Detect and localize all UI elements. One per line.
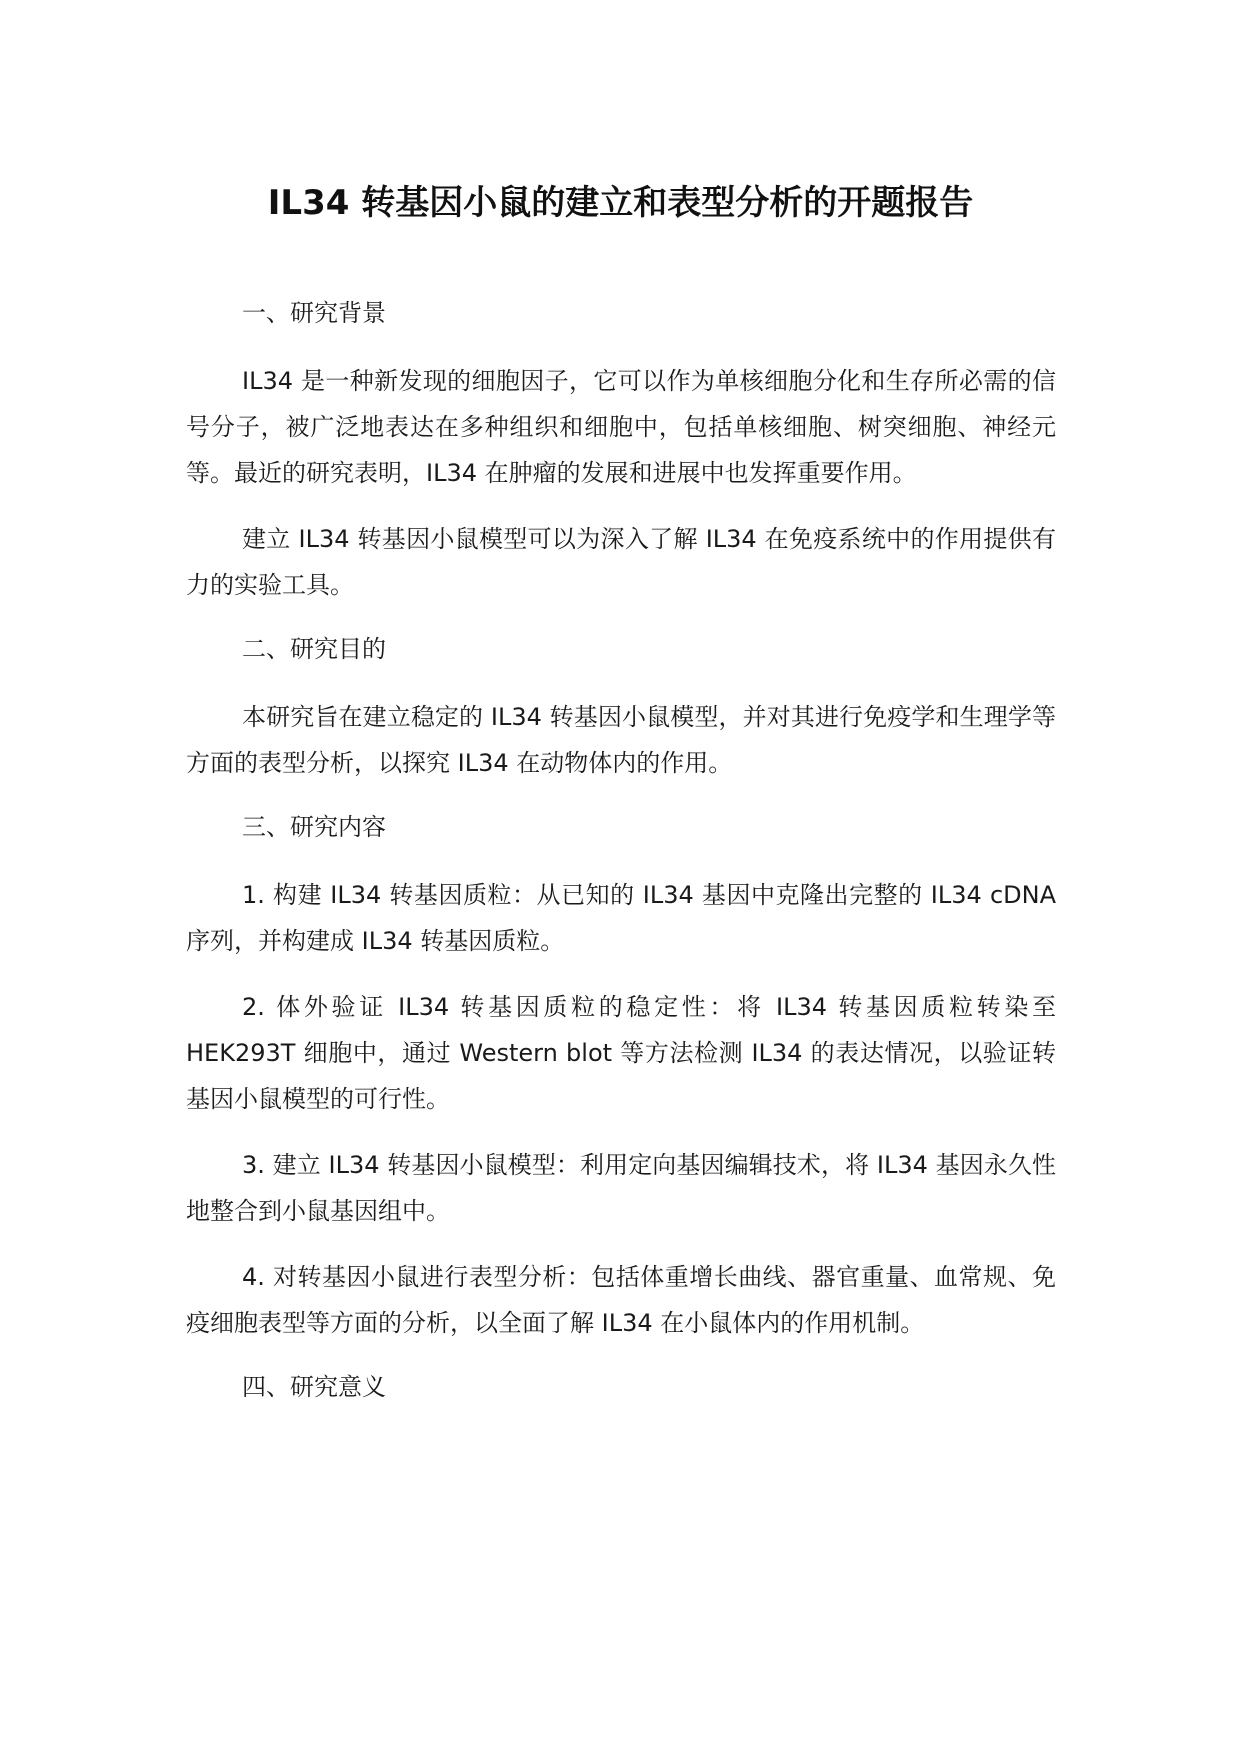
paragraph: IL34 是一种新发现的细胞因子，它可以作为单核细胞分化和生存所必需的信号分子，被广泛地表达在多种组织和细胞中，包括单核细胞、树突细胞、神经元等。最近的研究表明，IL34 在肿瘤的发展和进展中也发挥重要作用。 xyxy=(186,367,1056,487)
section-heading-content: 三、研究内容 xyxy=(242,813,386,841)
document-body xyxy=(186,292,1056,1432)
list-item: 2. 体外验证 IL34 转基因质粒的稳定性：将 IL34 转基因质粒转染至 HEK293T 细胞中，通过 Western blot 等方法检测 IL34 的表达情况，以验证转基因小鼠模型的可行性。 xyxy=(186,993,1056,1113)
paragraph: 本研究旨在建立稳定的 IL34 转基因小鼠模型，并对其进行免疫学和生理学等方面的表型分析，以探究 IL34 在动物体内的作用。 xyxy=(186,703,1056,777)
section-heading-background: 一、研究背景 xyxy=(242,299,386,327)
section-heading-significance: 四、研究意义 xyxy=(242,1373,386,1401)
paragraph: 建立 IL34 转基因小鼠模型可以为深入了解 IL34 在免疫系统中的作用提供有力的实验工具。 xyxy=(186,525,1056,599)
list-item: 4. 对转基因小鼠进行表型分析：包括体重增长曲线、器官重量、血常规、免疫细胞表型等方面的分析，以全面了解 IL34 在小鼠体内的作用机制。 xyxy=(186,1263,1056,1337)
list-item: 3. 建立 IL34 转基因小鼠模型：利用定向基因编辑技术，将 IL34 基因永久性地整合到小鼠基因组中。 xyxy=(186,1151,1056,1225)
list-item: 1. 构建 IL34 转基因质粒：从已知的 IL34 基因中克隆出完整的 IL34 cDNA 序列，并构建成 IL34 转基因质粒。 xyxy=(186,881,1056,955)
document-title: IL34 转基因小鼠的建立和表型分析的开题报告 xyxy=(267,183,974,223)
section-heading-purpose: 二、研究目的 xyxy=(242,635,386,663)
